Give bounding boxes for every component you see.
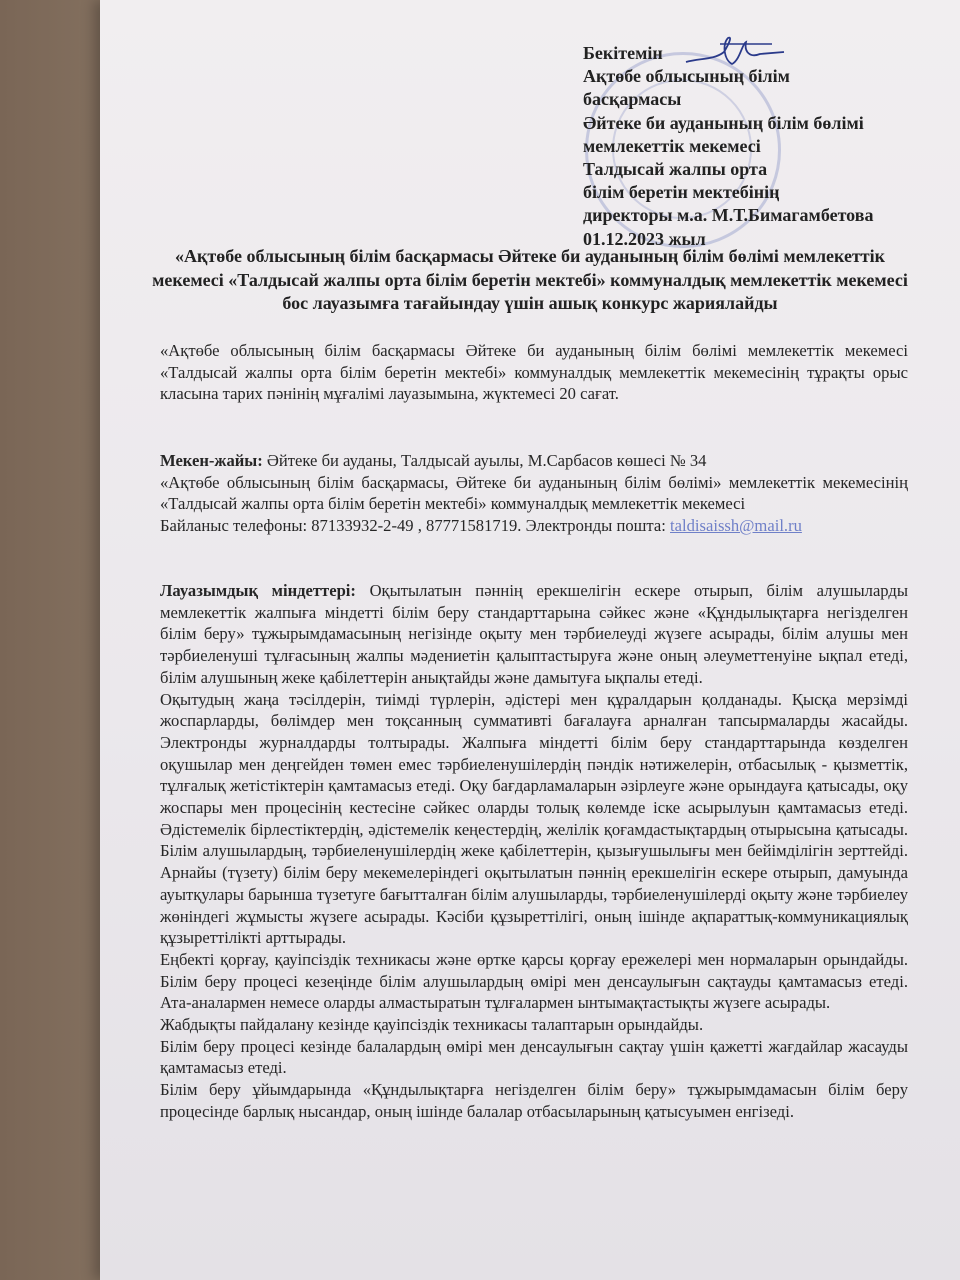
email-link[interactable]: taldisaissh@mail.ru	[670, 516, 802, 536]
approval-line: білім беретін мектебінің	[583, 182, 780, 203]
duties-paragraph-6: Білім беру ұйымдарында «Құндылықтарға негізделген білім беру» тұжырымдамасын білім беру процесінде барлық нысандар, оның ішінде балалар отбасыларының қатысуымен енгізеді.	[160, 1080, 908, 1121]
approval-line: Ақтөбе облысының білім	[583, 66, 790, 87]
approval-line: директоры м.а. М.Т.Бимагамбетова	[583, 205, 874, 226]
approval-date: 01.12.2023 жыл	[583, 228, 706, 249]
duties-paragraph-2: Оқытудың жаңа тәсілдерін, тиімді түрлерін, әдістері мен құралдарын қолданады. Қысқа мерзімді жоспарларды, бөлімдер мен тоқсанның суммативті бағалауға арналған тапсырмаларды жасайды. Электронды журналдарды толтырады. Жалпыға міндетті білім беру стандарттарында көзделген оқушылар мен деңгейден төмен емес тәрбиеленушілердің пәндік нәтижелерін, отбасылық - қызметтік, тұлғалық жетістіктерін қамтамасыз етеді. Оқу бағдарламаларын әзірлеуге және орындауға қатысады, оқу жоспары мен процесінің кестесіне сәйкес оларды толық көлемде іске асырылуын қамтамасыз етеді. Әдістемелік бірлестіктердің, әдістемелік кеңестердің, желілік қоғамдастықтардың отырысына қатысады. Білім алушылардың, тәрбиеленушілердің жеке қабілеттерін, қызығушылығы мен бейімділігін зерттейді. Арнайы (түзету) білім беру мекемелеріндегі оқытылатын пәннің ерекшелігін ескере отырып, дамуында ауытқулары барынша түзетуге бағытталған білім алушыларды, тәрбиеленушілерді оқыту және тәрбиелеу жөніндегі жұмысты жүзеге асырады. Кәсіби құзыреттілігі, оның ішінде ақпараттық-коммуникациялық құзыреттілікті арттырады.	[160, 689, 908, 948]
approval-line: Талдысай жалпы орта	[583, 159, 768, 180]
announcement-title: «Ақтөбе облысының білім басқармасы Әйтеке би ауданының білім бөлімі мемлекеттік мекемесі «Талдысай жалпы орта білім беретін мектебі» коммуналдық мемлекеттік мекемесі бос лауазымға тағайындау үшін ашық конкурс жариялайды	[152, 246, 908, 313]
duties-paragraph-1	[160, 580, 908, 689]
phone-text: Байланыс телефоны: 87133932-2-49 , 87771581719. Электронды пошта:	[160, 516, 671, 536]
address-label: Мекен-жайы:	[160, 451, 263, 470]
approval-line: Бекітемін	[583, 43, 663, 63]
organization-name: «Ақтөбе облысының білім басқармасы, Әйтеке би ауданының білім бөлімі» мемлекеттік мекемесінің «Талдысай жалпы орта білім беретін мектебі» коммуналдық мемлекеттік мекемесі	[160, 472, 908, 514]
duties-label: Лауазымдық міндеттері:	[160, 581, 356, 600]
duties-block	[160, 580, 908, 1123]
approval-block	[583, 42, 923, 251]
duties-paragraph-5: Білім беру процесі кезінде балалардың өмірі мен денсаулығын сақтау үшін қажетті жағдайлар жасауды қамтамасыз етеді.	[160, 1036, 908, 1078]
approval-line: басқармасы	[583, 89, 682, 110]
phone-line	[160, 515, 908, 537]
contacts-block	[160, 450, 908, 537]
duties-paragraph-3: Еңбекті қорғау, қауіпсіздік техникасы және өртке қарсы қорғау ережелері мен нормаларын орындайды. Білім беру процесі кезеңінде білім алушылардың өмірі мен денсаулығын сақтауды қамтамасыз етеді. Ата-аналармен немесе оларды алмастыратын тұлғалармен ынтымақтастықты жүзеге асырады.	[160, 949, 908, 1013]
address-value: Әйтеке би ауданы, Талдысай ауылы, М.Сарбасов көшесі № 34	[262, 451, 707, 470]
duties-text-1: Оқытылатын пәннің ерекшелігін ескере отырып, білім алушыларды мемлекеттік жалпыға міндетті білім беру стандарттарына сәйкес және «Құндылықтарға негізделген білім беру» тұжырымдамасының негізінде оқыту мен тәрбиелеуді жүзеге асырады, білім алушы мен тәрбиеленуші тұлғасының жалпы мәдениетін қалыптастыруға және оның әлеуметтенуіне ықпал етеді, білім алушының жеке қабілеттерін анықтайды және дамытуға ықпалы етеді.	[160, 581, 908, 687]
duties-paragraph-4: Жабдықты пайдалану кезінде қауіпсіздік техникасы талаптарын орындайды.	[160, 1015, 704, 1035]
approval-line: мемлекеттік мекемесі	[583, 135, 761, 156]
address-line	[160, 450, 908, 472]
intro-paragraph: «Ақтөбе облысының білім басқармасы Әйтеке би ауданының білім бөлімі мемлекеттік мекемесі «Талдысай жалпы орта білім беретін мектебі» коммуналдық мемлекеттік мекемесінің тұрақты орыс класына тарих пәнінің мұғалімі лауазымына, жүктемесі 20 сағат.	[160, 341, 908, 404]
approval-line: Әйтеке би ауданының білім бөлімі	[583, 112, 864, 133]
